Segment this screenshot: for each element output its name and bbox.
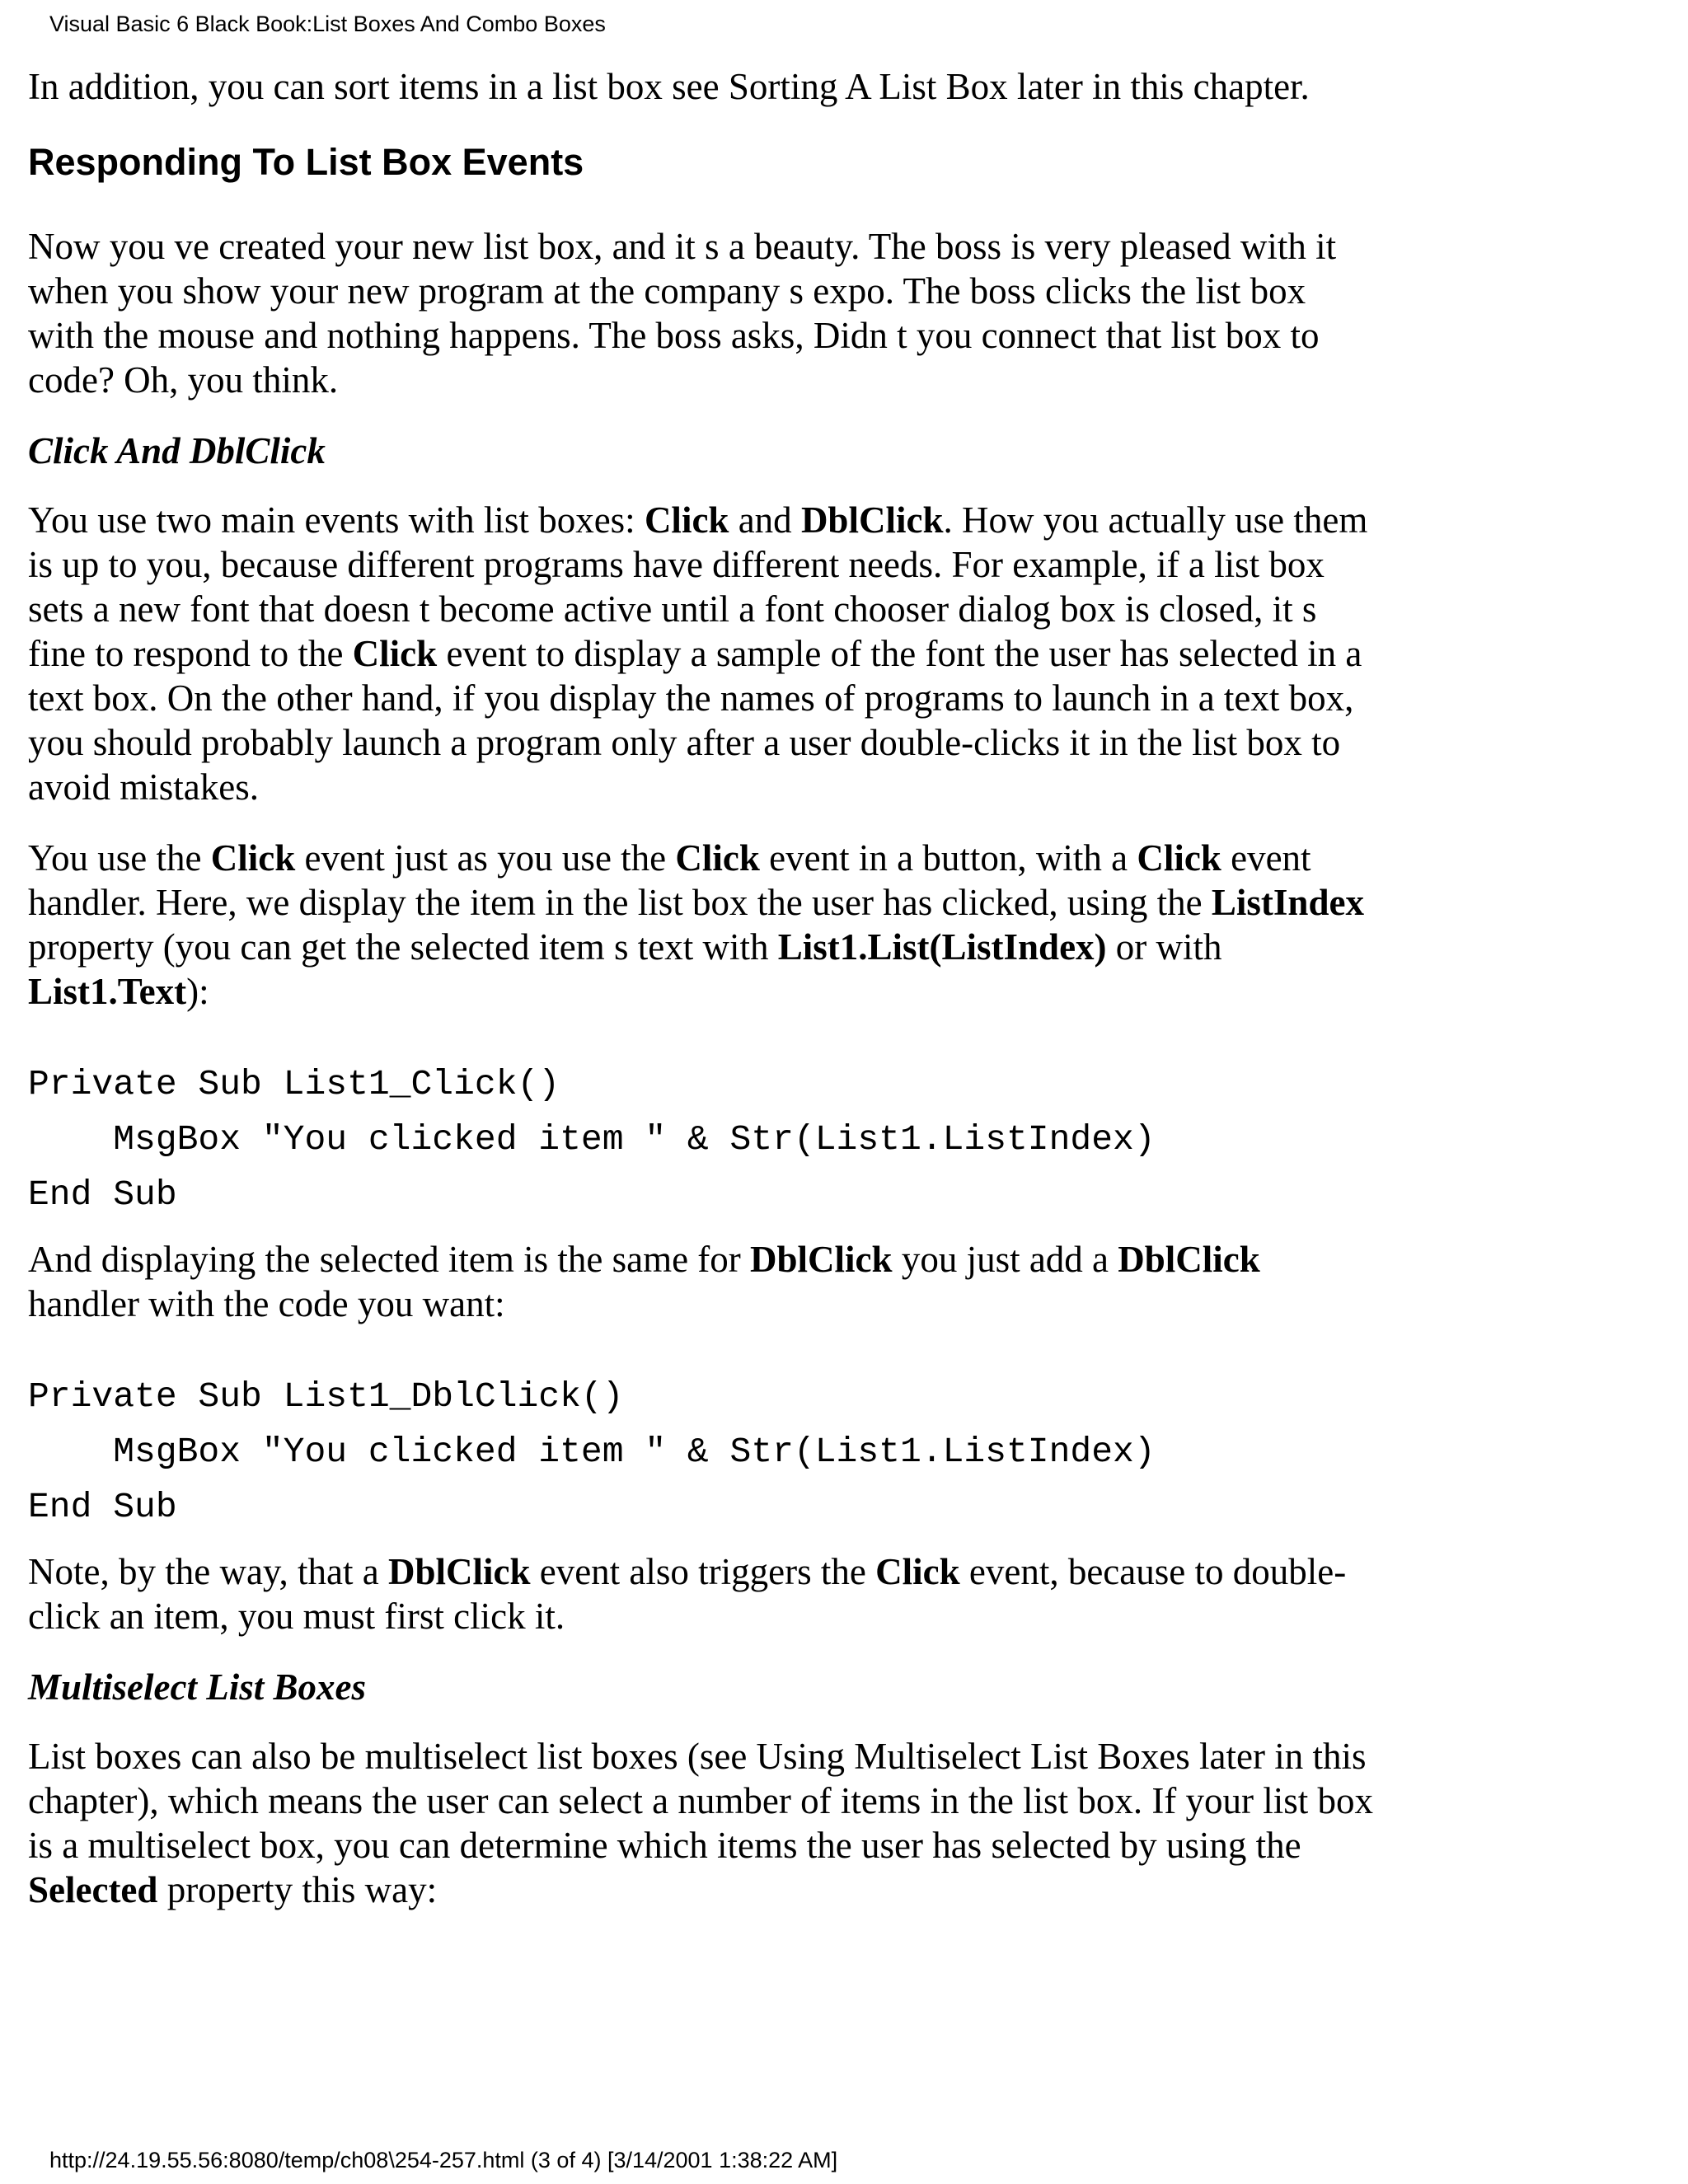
paragraph-dblclick: And displaying the selected item is the same for DblClick you just add a DblClick handler with the code you want:	[28, 1239, 1260, 1324]
subheading-multiselect: Multiselect List Boxes	[28, 1666, 366, 1708]
code-block-dblclick	[28, 1369, 1380, 1535]
document-body	[28, 64, 1380, 1938]
code-line: End Sub	[28, 1487, 177, 1527]
page-footer-url: http://24.19.55.56:8080/temp/ch08\254-257.html (3 of 4) [3/14/2001 1:38:22 AM]	[49, 2148, 838, 2172]
code-line: Private Sub List1_DblClick()	[28, 1376, 624, 1417]
page-header: Visual Basic 6 Black Book:List Boxes And Combo Boxes	[49, 12, 606, 36]
code-block-click	[28, 1057, 1380, 1222]
paragraph-note: Note, by the way, that a DblClick event also triggers the Click event, because to double-click an item, you must first click it.	[28, 1551, 1347, 1637]
paragraph-multiselect: List boxes can also be multiselect list boxes (see Using Multiselect List Boxes later in this chapter), which means the user can select a number of items in the list box. If your list box is a multiselect box, you can determine which items the user has selected by using the Selected property this way:	[28, 1736, 1374, 1910]
paragraph-two-events: You use two main events with list boxes: Click and DblClick. How you actually use them is up to you, because different programs have different needs. For example, if a list box sets a new font that doesn t become active until a font chooser dialog box is closed, it s fine to respond to the Click event to display a sample of the font the user has selected in a text box. On the other hand, if you display the names of programs to launch in a text box, you should probably launch a program only after a user double-clicks it in the list box to avoid mistakes.	[28, 499, 1368, 808]
subheading-click-dblclick: Click And DblClick	[28, 430, 326, 471]
section-heading: Responding To List Box Events	[28, 141, 584, 183]
code-line: End Sub	[28, 1174, 177, 1215]
intro-paragraph: In addition, you can sort items in a list box see Sorting A List Box later in this chapter.	[28, 66, 1310, 107]
code-line: Private Sub List1_Click()	[28, 1064, 560, 1104]
code-line: MsgBox "You clicked item " & Str(List1.ListIndex)	[28, 1432, 1156, 1472]
paragraph-boss-story: Now you ve created your new list box, and it s a beauty. The boss is very pleased with it when you show your new program at the company s expo. The boss clicks the list box with the mouse and nothing happens. The boss asks, Didn t you connect that list box to code? Oh, you think.	[28, 226, 1337, 401]
code-line: MsgBox "You clicked item " & Str(List1.ListIndex)	[28, 1119, 1156, 1160]
paragraph-click-event: You use the Click event just as you use the Click event in a button, with a Click event handler. Here, we display the item in the list box the user has clicked, using the ListIndex property (you can get the selected item s text with List1.List(ListIndex) or with List1.Text):	[28, 837, 1364, 1012]
